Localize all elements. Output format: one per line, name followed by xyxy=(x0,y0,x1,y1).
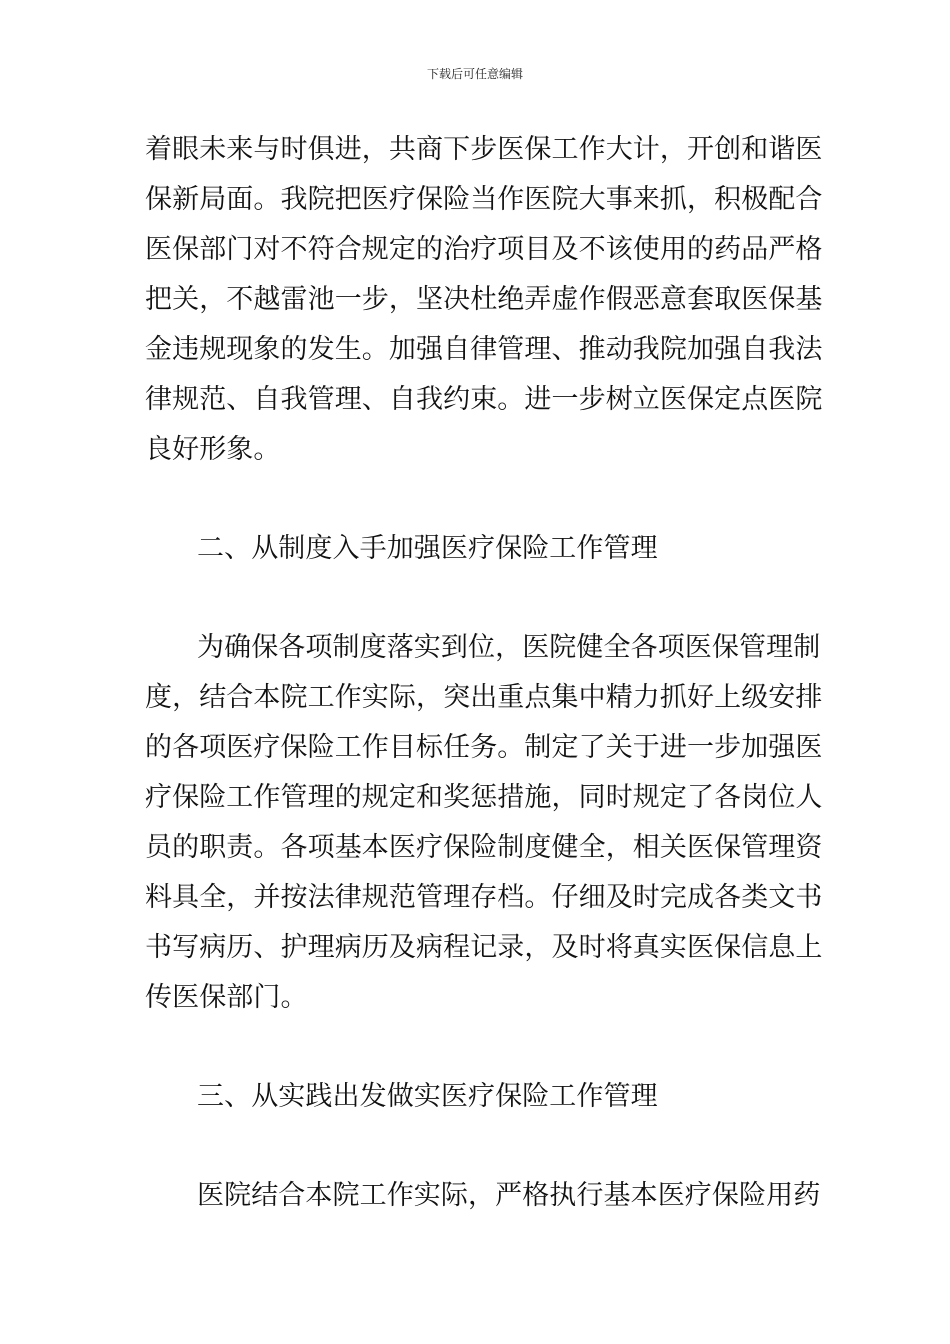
paragraph-line: 着眼未来与时俱进，共商下步医保工作大计，开创和谐医 xyxy=(145,134,823,165)
paragraph-line: 金违规现象的发生。加强自律管理、推动我院加强自我法 xyxy=(145,334,823,365)
section-heading: 二、从制度入手加强医疗保险工作管理 xyxy=(197,533,658,564)
paragraph-line: 医院结合本院工作实际，严格执行基本医疗保险用药 xyxy=(197,1180,821,1211)
section-heading: 三、从实践出发做实医疗保险工作管理 xyxy=(197,1081,658,1112)
paragraph-line: 料具全，并按法律规范管理存档。仔细及时完成各类文书 xyxy=(145,882,823,913)
paragraph-line: 把关，不越雷池一步，坚决杜绝弄虚作假恶意套取医保基 xyxy=(145,284,823,315)
paragraph-line: 书写病历、护理病历及病程记录，及时将真实医保信息上 xyxy=(145,932,823,963)
paragraph-line: 的各项医疗保险工作目标任务。制定了关于进一步加强医 xyxy=(145,732,823,763)
paragraph-line: 医保部门对不符合规定的治疗项目及不该使用的药品严格 xyxy=(145,234,823,265)
paragraph-line: 度，结合本院工作实际，突出重点集中精力抓好上级安排 xyxy=(145,682,823,713)
paragraph-line: 传医保部门。 xyxy=(145,982,308,1013)
paragraph-line: 律规范、自我管理、自我约束。进一步树立医保定点医院 xyxy=(145,384,823,415)
paragraph-line: 员的职责。各项基本医疗保险制度健全，相关医保管理资 xyxy=(145,832,823,863)
paragraph-line: 保新局面。我院把医疗保险当作医院大事来抓，积极配合 xyxy=(145,184,823,215)
page-header: 下载后可任意编辑 xyxy=(426,67,523,81)
paragraph-line: 疗保险工作管理的规定和奖惩措施，同时规定了各岗位人 xyxy=(145,782,823,813)
paragraph-line: 为确保各项制度落实到位，医院健全各项医保管理制 xyxy=(197,632,821,663)
paragraph-line: 良好形象。 xyxy=(145,434,281,465)
